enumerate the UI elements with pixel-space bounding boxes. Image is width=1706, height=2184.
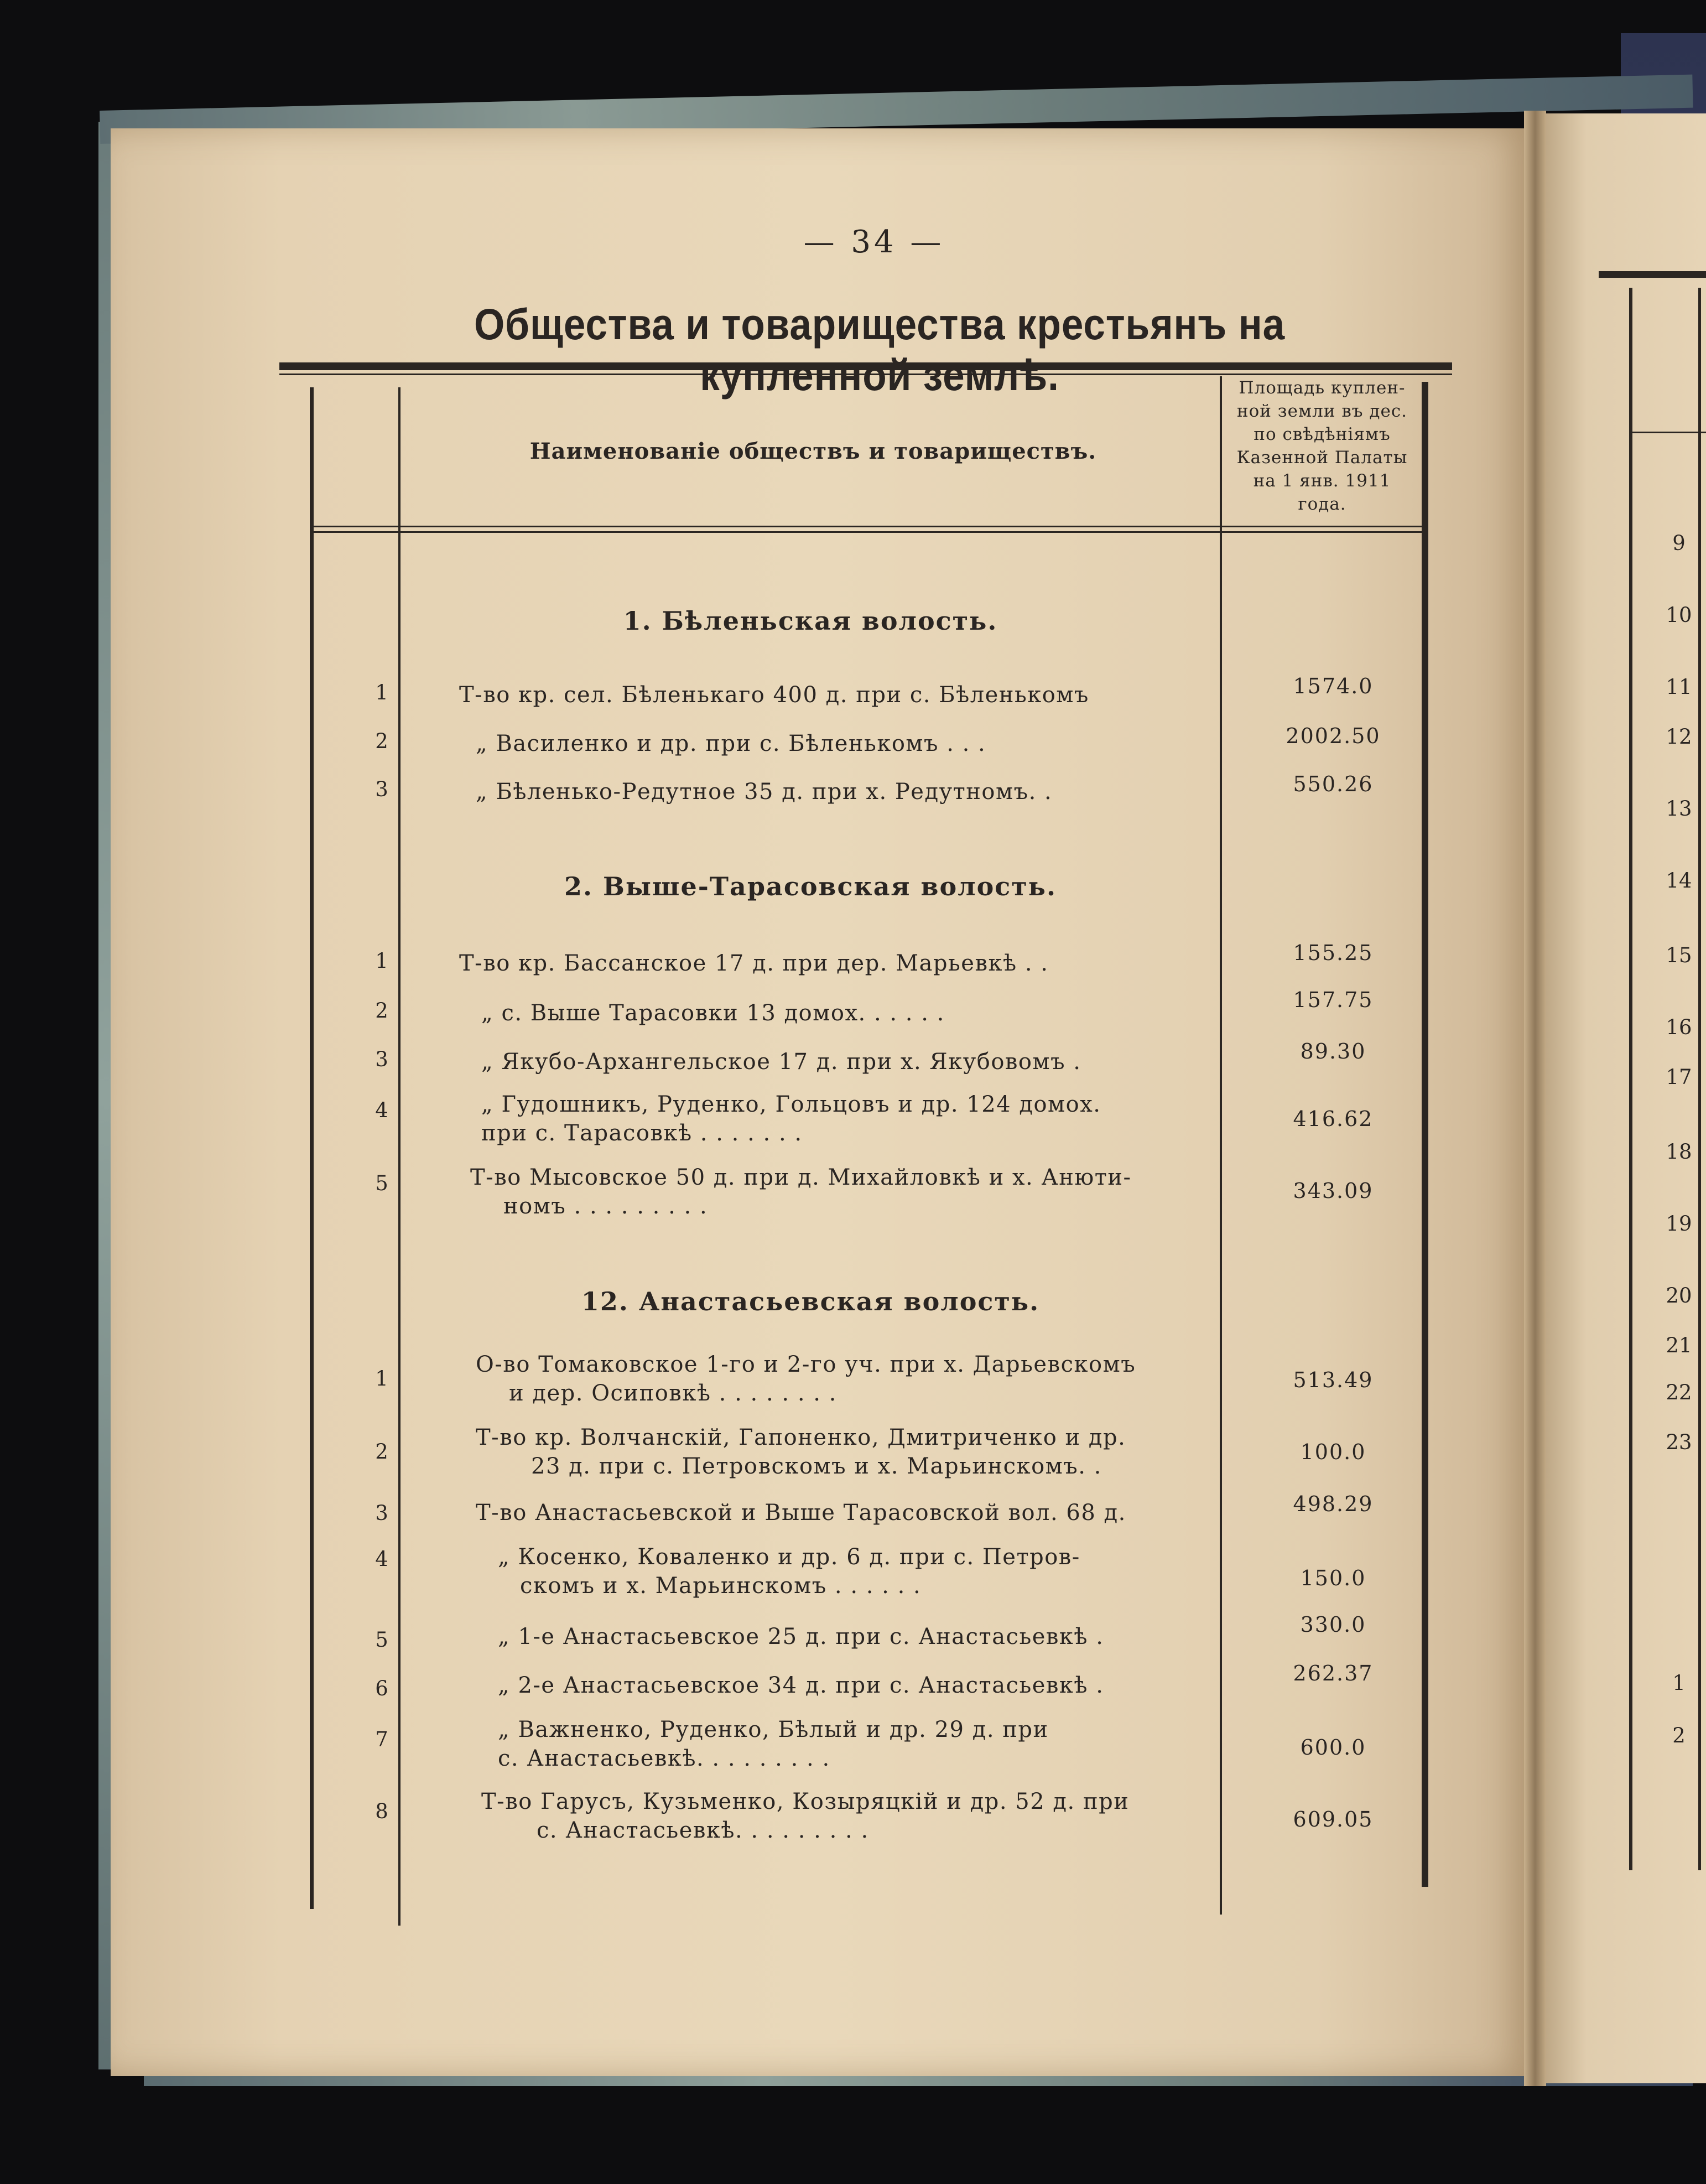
row-name [459,1498,1253,1527]
table-row [332,1350,1438,1417]
row-name [459,1543,1275,1600]
table-row [332,1543,1438,1609]
row-name-line: „ 1-е Анастасьевское 25 д. при с. Анастасьевкѣ . [498,1624,1104,1649]
table-row [332,674,1438,730]
row-area: 600.0 [1300,1735,1366,1760]
row-name [459,1423,1253,1481]
row-name [459,1350,1253,1408]
row-number: 1 [375,1367,388,1391]
row-name [459,1671,1275,1700]
row-name [459,1787,1258,1845]
row-number: 2 [375,1440,388,1464]
row-area: 150.0 [1300,1566,1366,1590]
right-page-row-number: 19 [1666,1212,1692,1236]
row-number: 6 [375,1677,388,1700]
row-area: 416.62 [1293,1107,1374,1131]
row-name-line: „ Важненко, Руденко, Бѣлый и др. 29 д. при [498,1717,1049,1742]
row-name-line: Т-во кр. Волчанскій, Гапоненко, Дмитриченко и др. [476,1425,1126,1450]
row-area: 89.30 [1300,1039,1366,1064]
row-name-line: с. Анастасьевкѣ. . . . . . . . . [537,1818,869,1843]
row-area: 157.75 [1293,988,1374,1012]
row-name-line: „ Бѣленько-Редутное 35 д. при х. Редутномъ. . [476,779,1053,805]
row-name-line: 23 д. при с. Петровскомъ и х. Марьинскомъ. . [531,1454,1102,1479]
row-number: 8 [375,1799,388,1823]
right-page-row-number: 12 [1666,725,1692,749]
row-name [459,1090,1258,1148]
row-name-line: Т-во Мысовское 50 д. при д. Михайловкѣ и х. Анюти- [470,1165,1132,1190]
row-name-line: при с. Тарасовкѣ . . . . . . . [481,1120,803,1146]
row-number: 1 [375,949,388,973]
section-title: 2. Выше-Тарасовская волость. [564,871,1057,901]
right-page-row-number: 20 [1666,1284,1692,1308]
row-name-line: О-во Томаковское 1-го и 2-го уч. при х. Дарьевскомъ [476,1352,1136,1377]
row-area: 609.05 [1293,1807,1374,1832]
row-area: 1574.0 [1293,674,1374,698]
right-page-row-number: 21 [1666,1334,1692,1357]
row-name-line: скомъ и х. Марьинскомъ . . . . . . [520,1573,922,1599]
table-vline-left [310,387,314,1909]
right-page [1535,113,1706,2083]
row-area: 100.0 [1300,1440,1366,1464]
right-page-row-number: 23 [1666,1430,1692,1454]
column-header-area [1224,376,1421,516]
row-number: 7 [375,1728,388,1751]
row-number: 3 [375,777,388,801]
book-gutter [1524,111,1546,2086]
row-number: 4 [375,1547,388,1571]
table-row [332,1423,1438,1490]
table-row [332,1715,1438,1782]
table-row [332,1661,1438,1721]
right-page-row-number: 22 [1666,1381,1692,1404]
row-number: 3 [375,1501,388,1525]
row-name [459,1163,1247,1221]
table-row [332,1787,1438,1854]
row-name [459,681,1236,709]
row-number: 1 [375,681,388,704]
header-bottom-rule-2 [310,531,1427,533]
right-page-row-number: 9 [1672,531,1686,555]
row-area: 330.0 [1300,1612,1366,1637]
right-page-row-number: 1 [1672,1671,1686,1695]
row-area: 550.26 [1293,772,1374,796]
row-number: 4 [375,1098,388,1122]
row-name-line: с. Анастасьевкѣ. . . . . . . . . [498,1746,830,1771]
row-name-line: „ 2-е Анастасьевское 34 д. при с. Анастасьевкѣ . [498,1673,1104,1698]
header-area-line: года. [1298,494,1346,514]
header-area-line: на 1 янв. 1911 [1253,471,1391,491]
table-row [332,1492,1438,1548]
row-number: 5 [375,1171,388,1195]
row-name-line: и дер. Осиповкѣ . . . . . . . . [509,1381,837,1406]
right-page-row-number: 18 [1666,1140,1692,1164]
row-area: 155.25 [1293,941,1374,965]
column-header-name: Наименованіе обществъ и товариществъ. [529,438,1097,464]
right-page-vline-2 [1698,288,1701,1870]
section-title: 12. Анастасьевская волость. [581,1286,1040,1316]
row-name-line: номъ . . . . . . . . . [503,1194,708,1219]
row-name-line: Т-во Гарусъ, Кузьменко, Козыряцкій и др. 52 д. при [481,1789,1130,1814]
right-page-row-number: 16 [1666,1015,1692,1039]
header-area-line: ной земли въ дес. [1236,401,1408,421]
row-name-line: „ Якубо-Архангельское 17 д. при х. Якубовомъ . [481,1049,1081,1075]
row-name-line: Т-во кр. Бассанское 17 д. при дер. Марьевкѣ . . [459,951,1049,976]
row-number: 2 [375,999,388,1023]
header-area-line: Площадь куплен- [1239,378,1406,398]
table-top-rule [279,362,1452,370]
right-page-row-number: 10 [1666,603,1692,627]
row-area: 513.49 [1293,1368,1374,1392]
row-name [459,999,1258,1028]
table-row [332,772,1438,827]
row-number: 5 [375,1628,388,1652]
row-name [459,949,1236,978]
table-top-rule-thin [279,373,1452,375]
row-area: 2002.50 [1286,724,1381,748]
row-name-line: „ Василенко и др. при с. Бѣленькомъ . . . [476,731,986,756]
row-name [459,1715,1275,1773]
right-page-vline [1629,288,1632,1870]
row-name-line: Т-во кр. сел. Бѣленькаго 400 д. при с. Бѣленькомъ [459,682,1089,708]
right-page-row-number: 14 [1666,869,1692,893]
row-name-line: Т-во Анастасьевской и Выше Тарасовской вол. 68 д. [476,1500,1126,1526]
table-row [332,1163,1438,1230]
row-number: 2 [375,729,388,753]
right-page-header-rule [1632,432,1706,433]
row-name [459,1047,1258,1076]
page-number: — 34 — [803,224,945,260]
row-area: 343.09 [1293,1179,1374,1203]
row-name [459,729,1253,758]
header-bottom-rule [310,526,1427,527]
row-name [459,777,1253,806]
section-title: 1. Бѣленьская волость. [623,606,998,636]
right-page-row-number: 2 [1672,1724,1686,1747]
row-area: 262.37 [1293,1661,1374,1685]
header-area-line: по свѣдѣніямъ [1254,424,1391,444]
row-name [459,1622,1275,1651]
page-title: Общества и товарищества крестьянъ на [474,299,1286,349]
row-name-line: „ с. Выше Тарасовки 13 домох. . . . . . [481,1000,945,1026]
row-name-line: „ Косенко, Коваленко и др. 6 д. при с. Петров- [498,1544,1080,1570]
row-area: 498.29 [1293,1492,1374,1516]
right-page-row-number: 11 [1666,675,1692,699]
row-name-line: „ Гудошникъ, Руденко, Гольцовъ и др. 124 домох. [481,1092,1101,1117]
header-area-line: Казенной Палаты [1236,448,1408,468]
right-page-row-number: 13 [1666,797,1692,821]
right-page-top-rule [1599,271,1706,278]
table-row [332,1090,1438,1156]
right-page-row-number: 17 [1666,1065,1692,1089]
right-page-row-number: 15 [1666,943,1692,967]
row-number: 3 [375,1047,388,1071]
